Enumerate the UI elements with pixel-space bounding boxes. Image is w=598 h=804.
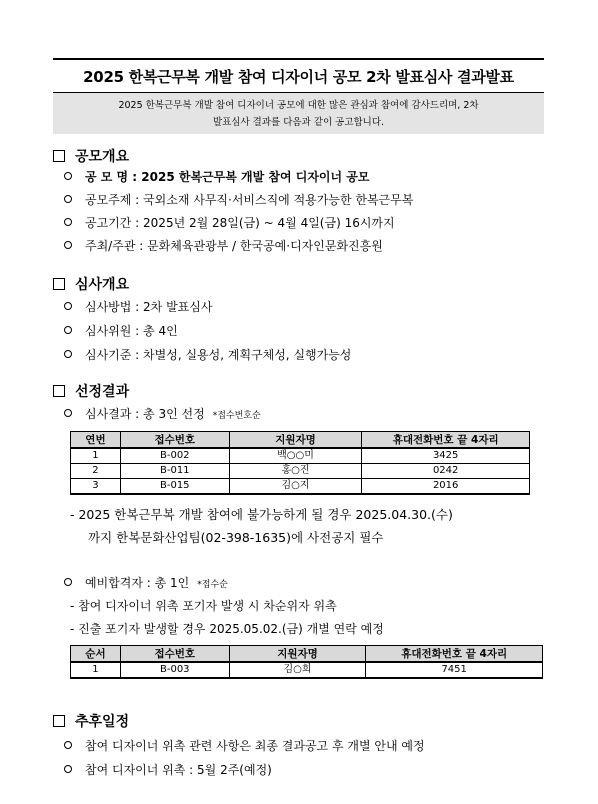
circle-bullet-icon <box>64 409 72 417</box>
table-row <box>71 448 530 464</box>
intro-box <box>53 93 544 134</box>
square-bullet-icon <box>53 715 65 727</box>
overview-item-theme: 공모주제 : 국외소재 사무직·서비스직에 적용가능한 한복근무복 <box>64 191 413 208</box>
review-item-criteria: 심사기준 : 차별성, 실용성, 계획구체성, 실행가능성 <box>64 346 351 363</box>
square-bullet-icon <box>53 150 65 162</box>
table-cell: 3425 <box>362 448 530 464</box>
section-heading-results: 선정결과 <box>53 381 129 401</box>
circle-bullet-icon <box>64 578 72 586</box>
overview-item-host: 주최/주관 : 문화체육관광부 / 한국공예·디자인문화진흥원 <box>64 237 383 254</box>
table-header-cell: 지원자명 <box>229 646 366 663</box>
page-title: 2025 한복근무복 개발 참여 디자이너 공모 2차 발표심사 결과발표 <box>53 58 544 94</box>
reserve-table <box>70 645 543 679</box>
table-row <box>71 479 530 495</box>
table-cell: B-015 <box>120 479 229 495</box>
table-header-cell: 순서 <box>71 646 121 663</box>
intro-line-1: 2025 한복근무복 개발 참여 디자이너 공모에 대한 많은 관심과 참여에 감사드리며, 2차 <box>118 99 479 111</box>
table-cell: B-002 <box>120 448 229 464</box>
reserve-note: *접수순 <box>197 580 228 590</box>
intro-line-2: 발표심사 결과를 다음과 같이 공고합니다. <box>212 116 385 128</box>
circle-bullet-icon <box>64 765 72 773</box>
table-cell: 백○○미 <box>229 448 362 464</box>
table-cell: B-003 <box>120 662 229 678</box>
table-row <box>71 662 543 678</box>
table-cell: 1 <box>71 662 121 678</box>
table-cell: 김○지 <box>229 479 362 495</box>
table-header-row <box>71 432 530 449</box>
circle-bullet-icon <box>64 195 72 203</box>
reserve-sub-2: - 진출 포기자 발생할 경우 2025.05.02.(금) 개별 연락 예정 <box>70 622 384 636</box>
table-row <box>71 464 530 479</box>
section-heading-overview: 공모개요 <box>53 146 129 166</box>
overview-item-period: 공고기간 : 2025년 2월 28일(금) ~ 4월 4일(금) 16시까지 <box>64 214 395 231</box>
table-header-cell: 연번 <box>71 432 121 449</box>
notice-line-1: - 2025 한복근무복 개발 참여에 불가능하게 될 경우 2025.04.30.(수) <box>70 507 453 522</box>
section-heading-review: 심사개요 <box>53 274 129 294</box>
square-bullet-icon <box>53 278 65 290</box>
table-cell: 3 <box>71 479 121 495</box>
results-note: *접수번호순 <box>212 411 261 421</box>
table-header-cell: 접수번호 <box>120 646 229 663</box>
table-header-cell: 접수번호 <box>120 432 229 449</box>
followup-item-notice: 참여 디자이너 위촉 관련 사항은 최종 결과공고 후 개별 안내 예정 <box>64 737 425 754</box>
circle-bullet-icon <box>64 741 72 749</box>
table-header-cell: 휴대전화번호 끝 4자리 <box>362 432 530 449</box>
circle-bullet-icon <box>64 172 72 180</box>
circle-bullet-icon <box>64 350 72 358</box>
table-cell: 홍○진 <box>229 464 362 479</box>
review-item-judges: 심사위원 : 총 4인 <box>64 322 178 339</box>
reserve-summary: 예비합격자 : 총 1인 *접수순 <box>64 574 228 591</box>
table-header-cell: 지원자명 <box>229 432 362 449</box>
overview-item-name: 공 모 명 : 2025 한복근무복 개발 참여 디자이너 공모 <box>64 168 369 185</box>
review-item-method: 심사방법 : 2차 발표심사 <box>64 298 212 315</box>
reserve-sub-1: - 참여 디자이너 위촉 포기자 발생 시 차순위자 위촉 <box>70 599 337 613</box>
followup-item-schedule: 참여 디자이너 위촉 : 5월 2주(예정) <box>64 761 272 778</box>
circle-bullet-icon <box>64 326 72 334</box>
circle-bullet-icon <box>64 302 72 310</box>
table-header-cell: 휴대전화번호 끝 4자리 <box>366 646 543 663</box>
table-cell: 0242 <box>362 464 530 479</box>
table-cell: B-011 <box>120 464 229 479</box>
square-bullet-icon <box>53 385 65 397</box>
table-cell: 김○희 <box>229 662 366 678</box>
table-header-row <box>71 646 543 663</box>
table-cell: 2 <box>71 464 121 479</box>
circle-bullet-icon <box>64 241 72 249</box>
section-heading-followup: 추후일정 <box>53 711 129 731</box>
table-cell: 2016 <box>362 479 530 495</box>
circle-bullet-icon <box>64 218 72 226</box>
results-table <box>70 431 530 495</box>
results-summary: 심사결과 : 총 3인 선정 *접수번호순 <box>64 405 261 422</box>
table-cell: 1 <box>71 448 121 464</box>
table-cell: 7451 <box>366 662 543 678</box>
notice-line-2: 까지 한복문화산업팀(02-398-1635)에 사전공지 필수 <box>88 530 384 545</box>
